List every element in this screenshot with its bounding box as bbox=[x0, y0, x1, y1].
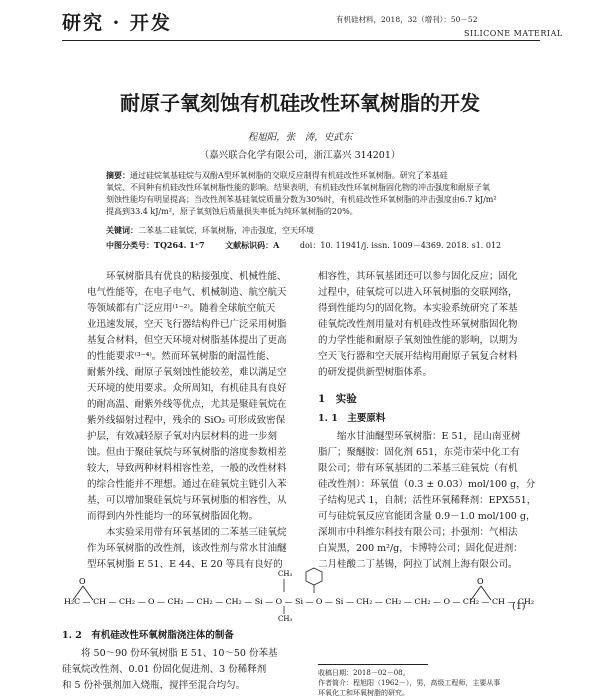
left-column bbox=[87, 269, 309, 573]
paragraph-line: 的力学性能和耐原子氧刻蚀性能的影响，以期为 bbox=[318, 335, 518, 346]
methyl-top: CH₃ bbox=[278, 570, 293, 578]
paragraph-line: 业迅速发展，空天飞行器结构件已广泛采用树脂 bbox=[87, 319, 287, 330]
paragraph-line: 天环境的使用要求。众所周知，有机硅具有良好 bbox=[87, 383, 287, 394]
paragraph-line: 可与硅烷氧反应官能团含量 0.9－1.0 mol/100 g， bbox=[318, 511, 536, 522]
paragraph-line: 的耐高温、耐紫外线等优点，尤其是聚硅氧烷在 bbox=[87, 399, 287, 410]
paragraph-line: 耐紫外线、耐原子氧刻蚀性能较差，难以满足空 bbox=[87, 367, 287, 378]
abstract-line bbox=[106, 169, 536, 182]
paragraph-line: 得到性能均匀的固化物。本实验系统研究了苯基 bbox=[318, 303, 518, 314]
paragraph-line: 深圳市中科维尔科技有限公司；扑强剂：气相法 bbox=[318, 527, 518, 538]
paragraph-line: 作为环氧树脂的改性剂，该改性剂与常水甘油醚 bbox=[87, 543, 287, 554]
paragraph-line: 的研发提供新型树脂体系。 bbox=[318, 367, 433, 378]
paragraph-line: 的综合性能并不理想。通过在硅氧烷主链引入苯 bbox=[87, 479, 287, 490]
article-affiliation: （嘉兴联合化学有限公司，浙江嘉兴 314201） bbox=[199, 150, 401, 161]
paragraph-line: 而得到内外性能均一的环氧树脂固化物。 bbox=[87, 511, 259, 522]
keywords-label: 关键词： bbox=[106, 225, 138, 235]
paragraph-line: 环氧树脂具有优良的粘接强度、机械性能、 bbox=[87, 271, 287, 282]
header-rule bbox=[62, 40, 540, 41]
abstract-line: 提高到33.4 kJ/m²，原子氧刻蚀后质量损失率低为纯环氧树脂的20%。 bbox=[106, 207, 358, 216]
paragraph-line: 白炭黑，200 m²/g，卡博特公司；固化促进剂： bbox=[318, 543, 523, 554]
paragraph-line: 空天飞行器和空天展开结构用耐原子氧复合材料 bbox=[318, 351, 518, 362]
abstract-line: 刻蚀性能均有明显提高；当改性剂苯基硅氧烷质量分数为30%时，有机硅改性环氧树脂的冲击强度由6.7 kJ/m² bbox=[106, 195, 497, 204]
author-bio: 作者简介：程旭阳（1962－），男，高级工程师，主要从事 bbox=[318, 679, 501, 687]
chemical-structure bbox=[60, 562, 540, 622]
paragraph-line: 将 50～90 份环氧树脂 E 51、10～50 份苯基 bbox=[62, 648, 278, 659]
phenyl-ring bbox=[306, 568, 322, 593]
paragraph-line: 缩水甘油醚型环氧树脂：E 51，昆山南亚树 bbox=[318, 431, 521, 442]
footnote-rule bbox=[318, 664, 428, 665]
paragraph-line: 限公司；带有环氧基团的二苯基三硅氧烷（有机 bbox=[318, 463, 518, 474]
clc-number: 中图分类号：TQ264. 1⁺7 bbox=[106, 240, 205, 250]
paragraph-line: 硅改性剂）：环氧值（0.3 ± 0.03）mol/100 g，分 bbox=[318, 479, 536, 490]
paragraph-line: 硅氧烷改性剂、0.01 份固化促进剂、3 份稀释剂 bbox=[62, 664, 267, 675]
subsection-heading: 1. 2 有机硅改性环氧树脂浇注体的制备 bbox=[62, 630, 234, 641]
paragraph-line: 型环氧树脂 E 51、E 44、E 20 等具有良好的 bbox=[87, 559, 283, 570]
paragraph-line: 和 5 份补强剂加入烧瓶，搅拌至混合均匀。 bbox=[62, 680, 246, 691]
abstract-text: 通过硅烷氧基硅烷与双酚A型环氧树脂的交联反应制得有机硅改性环氧树脂。研究了苯基硅 bbox=[130, 171, 448, 180]
doi: doi：10. 11941/j. issn. 1009－4369. 2018. s1. 012 bbox=[299, 241, 502, 250]
article-authors: 程旭阳，张 涛，史武东 bbox=[247, 132, 353, 143]
paragraph-line: 较大，导致两种材料相容性差，一般的改性材料 bbox=[87, 463, 287, 474]
right-column bbox=[318, 269, 540, 573]
epoxide-oxygen-left: O bbox=[79, 577, 86, 586]
paragraph-line: 子结构见式 1，自制；活性环氧稀释剂：EPX551， bbox=[318, 495, 537, 506]
keywords-text: 二苯基二硅氧烷，环氧树脂，冲击强度，空天环境 bbox=[138, 226, 314, 235]
paragraph-line: 电气性能等，在电子电气、机械制造、航空航天 bbox=[87, 287, 287, 298]
section-heading: 1 实验 bbox=[318, 393, 357, 405]
paragraph-line: 蚀。但由于聚硅氧烷与环氧树脂的溶度参数相差 bbox=[87, 447, 287, 458]
paragraph-line: 脂厂；聚醚胺：固化剂 651，东莞市荣中化工有 bbox=[318, 447, 520, 458]
paragraph-line: 基，可以增加聚硅氧烷与环氧树脂的相容性，从 bbox=[87, 495, 287, 506]
journal-info: 有机硅材料，2018，32（增刊）：50－52 bbox=[336, 15, 478, 24]
classification-line bbox=[106, 240, 536, 251]
received-date: 收稿日期：2018－02－08。 bbox=[318, 669, 410, 677]
abstract-line: 氧烷、不同种有机硅改性环氧树脂性能的影响。结果表明，有机硅改性环氧树脂固化物的冲击强度和耐原子氧 bbox=[106, 183, 490, 192]
paragraph-line: 本实验采用带有环氧基团的二苯基三硅氧烷 bbox=[87, 527, 287, 538]
author-bio-cont: 环氧化工和环氧树脂的研究。 bbox=[318, 689, 409, 697]
paragraph-line: 过程中，硅氧烷可以进入环氧树脂的交联网络， bbox=[318, 287, 518, 298]
keywords bbox=[106, 225, 314, 236]
paragraph-line: 的性能要求⁽³⁻⁴⁾。然而环氧树脂的耐温性能、 bbox=[87, 351, 276, 362]
formula-number: (1) bbox=[512, 601, 526, 612]
paragraph-line: 等领域都有广泛应用⁽¹⁻²⁾。随着全球航空航天 bbox=[87, 303, 276, 314]
section-label: 研究 · 开发 bbox=[62, 12, 172, 34]
paragraph-line: 护层，有效减轻原子氧对内层材料的进一步刻 bbox=[87, 431, 278, 442]
document-code: 文献标识码：A bbox=[225, 240, 280, 250]
paragraph-line: 紫外线辐射过程中，残余的 SiO₂ 可形成致密保 bbox=[87, 415, 286, 426]
formula-backbone: H₂C — CH — CH₂ — O — CH₂ — CH₂ — CH₂ — Si — O — Si — O — Si — CH₂ — CH₂ — CH₂ — O — CH₂ — CH — CH₂ bbox=[64, 597, 534, 606]
paragraph-line: 硅氧烷改性剂用量对有机硅改性环氧树脂固化物 bbox=[318, 319, 518, 330]
abstract bbox=[106, 169, 536, 218]
epoxide-oxygen-right: O bbox=[477, 577, 484, 586]
section-1-2 bbox=[62, 626, 302, 694]
abstract-label: 摘要： bbox=[106, 170, 130, 180]
subsection-heading: 1. 1 主要原料 bbox=[318, 413, 386, 424]
paragraph-line: 二月桂酸二丁基锡，阿拉丁试剂上海有限公司。 bbox=[318, 559, 518, 570]
paragraph-line: 相容性，其环氧基团还可以参与固化反应；固化 bbox=[318, 271, 518, 282]
methyl-bottom: CH₃ bbox=[278, 615, 293, 622]
journal-name: SILICONE MATERIAL bbox=[464, 29, 563, 38]
paragraph-line: 基复合材料，但空天环境对树脂基体提出了更高 bbox=[87, 335, 287, 346]
article-title: 耐原子氧刻蚀有机硅改性环氧树脂的开发 bbox=[120, 91, 480, 115]
footnote bbox=[318, 668, 540, 698]
